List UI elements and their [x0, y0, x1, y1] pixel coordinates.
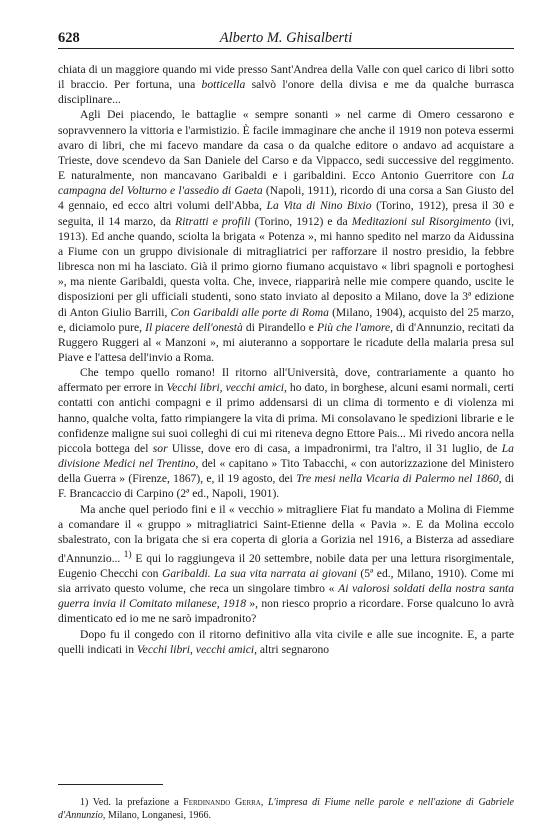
text-run: (Torino, 1912), presa il 30 e seguita, il 14 marzo, da	[58, 199, 515, 228]
text-run: Che tempo quello romano! Il ritorno all'Università, dove, contrariamente a quanto ho affermato per errore in	[58, 366, 514, 395]
text-run: », non riesco proprio a ricordare. Forse qualcuno lo avrà dimenticato ed io me ne sarò impadronito?	[58, 597, 514, 626]
italic-run: Vecchi libri, vecchi amici	[166, 381, 284, 395]
text-run: Ma anche quel periodo fini e il « vecchio » mitragliere Fiat fu mandato a Molina di Fiemme a comandare il « gruppo » mitragliatrici Saint-Etienne della « Pavia ». E da Molina eccolo sbalestrato, con la brigata che si era coperta di gloria a Gorizia nel 1916, a Bisterza ad assediare d'Annunzio...	[58, 502, 514, 565]
text-run: ,	[260, 797, 268, 808]
page-header	[58, 24, 514, 46]
text-run: , di d'Annunzio, recitati da Ruggero Ruggeri al « Manzoni », mi aiuteranno a sopportare le ricadute della malaria presa sul Piave e l'attesa dell'invio a Roma.	[58, 320, 514, 364]
text-run: Agli Dei piacendo, le battaglie « sempre sonanti » nel carme di Omero cessarono e sopravvennero la vittoria e l'armistizio. È facile immaginare che anche il 1919 non poteva essermi avaro di libri, che mi facevo mandare da casa o da qualche editore o andavo ad acquistare a Trieste, dove scendevo da San Daniele del Carso e da Vippacco, sedi successive del reggimento. E naturalmente, non mancavano Garibaldi e i garibaldini. Ecco Antonio Guerritore con	[58, 108, 514, 183]
italic-run: La Vita di Nino Bixio	[266, 199, 372, 213]
text-run: Dopo fu il congedo con il ritorno definitivo alla vita civile e alle sue incognite. E, a parte quelli indicati in	[58, 627, 514, 656]
italic-run: Vecchi libri, vecchi amici	[136, 642, 255, 656]
italic-run: La divisione Medici nel Trentino	[58, 441, 514, 471]
text-run: , ho dato, in borghese, alcuni esami normali, certi contatti con antichi compagni e il primo addensarsi di un clima di tormento e di violenza mi hanno, qualche volta, fatto rimpiangere la vita di prima. Mi consolavano le spedizioni librarie e le confidenze maligne sui suoi colleghi di cui mi riteneva degno Ettore Pais... Mi rivedo ancora nella piccola bottega del	[58, 381, 514, 455]
text-run: 1) Ved. la prefazione a	[80, 797, 184, 808]
text-run: salvò l'onore della divisa e me da qualche burrasca disciplinare...	[58, 78, 514, 107]
italic-run: Con Garibaldi alle porte di Roma	[170, 305, 329, 319]
text-run: , altri segnarono	[254, 642, 330, 656]
paragraph	[58, 107, 514, 365]
footnote	[58, 796, 514, 822]
text-run: (5ª ed., Milano, 1910). Come mi sia arrivato questo volume, che reca un singolare timbro «	[58, 567, 514, 596]
italic-run: L'impresa di Fiume nelle parole e nell'azione di Gabriele d'Annunzio	[58, 797, 514, 821]
page-number: 628	[58, 30, 80, 46]
text-run: E qui lo raggiungeva il 20 settembre, nobile data per una lettura risorgimentale, Eugenio Checchi con	[58, 551, 514, 581]
text-run: di Pirandello e	[242, 320, 317, 334]
author-name: Ferdinando Gerra	[183, 797, 261, 808]
text-run: , Milano, Longanesi, 1966.	[102, 810, 211, 821]
italic-run: Garibaldi. La sua vita narrata ai giovani	[162, 567, 357, 581]
footnote-ref: 1)	[120, 549, 132, 560]
italic-run: Più che l'amore	[316, 320, 391, 334]
body-text	[58, 62, 514, 657]
text-run: , di F. Brancaccio di Carpino (2ª ed., Napoli, 1901).	[58, 472, 514, 501]
italic-run: Tre mesi nella Vicaria di Palermo nel 1860	[296, 472, 499, 486]
text-run: (Napoli, 1911), ricordo di una corsa a San Giusto del 4 gennaio, ed ecco altri volumi dell'Abba,	[58, 184, 514, 213]
italic-run: Il piacere dell'onestà	[145, 320, 243, 334]
italic-run: Meditazioni sul Risorgimento	[351, 214, 491, 228]
text-run: (Milano, 1904), acquisto del 25 marzo, e, diciamolo pure,	[58, 305, 514, 334]
footnote-rule	[58, 784, 163, 785]
text-run: (Torino, 1912) e da	[250, 214, 352, 228]
text-run: (ivi, 1913). Ed anche quando, sciolta la brigata « Potenza », mi hanno spedito nel marzo da Aidussina a Fiume con un gruppo divisionale di mitragliatrici per rafforzare il nostro presidio, la febbre libresca non mi ha lasciato. Già il primo giorno fiumano acquistavo « libri spagnoli e portoghesi », ma niente Garibaldi, questa volta. Che, invece, riapparirà nelle mie compere quando, uscite le disposizioni per gli ufficiali studenti, sono stato inviato al deposito a Milano, dove la 3ª edizione di Anton Giulio Barrili,	[58, 214, 515, 319]
paragraph	[58, 627, 514, 657]
italic-run: Ai valorosi soldati della nostra santa guerra invia il Comitato milanese, 1918	[58, 582, 515, 611]
paragraph	[58, 62, 514, 107]
italic-run: Ritratti e profili	[175, 214, 251, 228]
paragraph	[58, 502, 514, 627]
italic-run: La campagna del Volturno e l'assedio di Gaeta	[58, 169, 514, 198]
running-title: Alberto M. Ghisalberti	[219, 30, 353, 46]
italic-run: botticella	[201, 78, 246, 92]
paragraph	[58, 365, 514, 501]
text-run: , del « capitano » Tito Tabacchi, « con autorizzazione del Ministero della Guerra » (Firenze, 1867), e, il 19 agosto, dei	[58, 457, 514, 486]
header-rule	[58, 48, 514, 49]
italic-run: sor	[152, 441, 168, 455]
text-run: Ulisse, dove ero di casa, a impadronirmi, tra l'altro, il 31 luglio, de	[167, 441, 502, 455]
text-run: chiata di un maggiore quando mi vide presso Sant'Andrea della Valle con quel carico di libri sotto il braccio. Per fortuna, una	[58, 63, 514, 92]
